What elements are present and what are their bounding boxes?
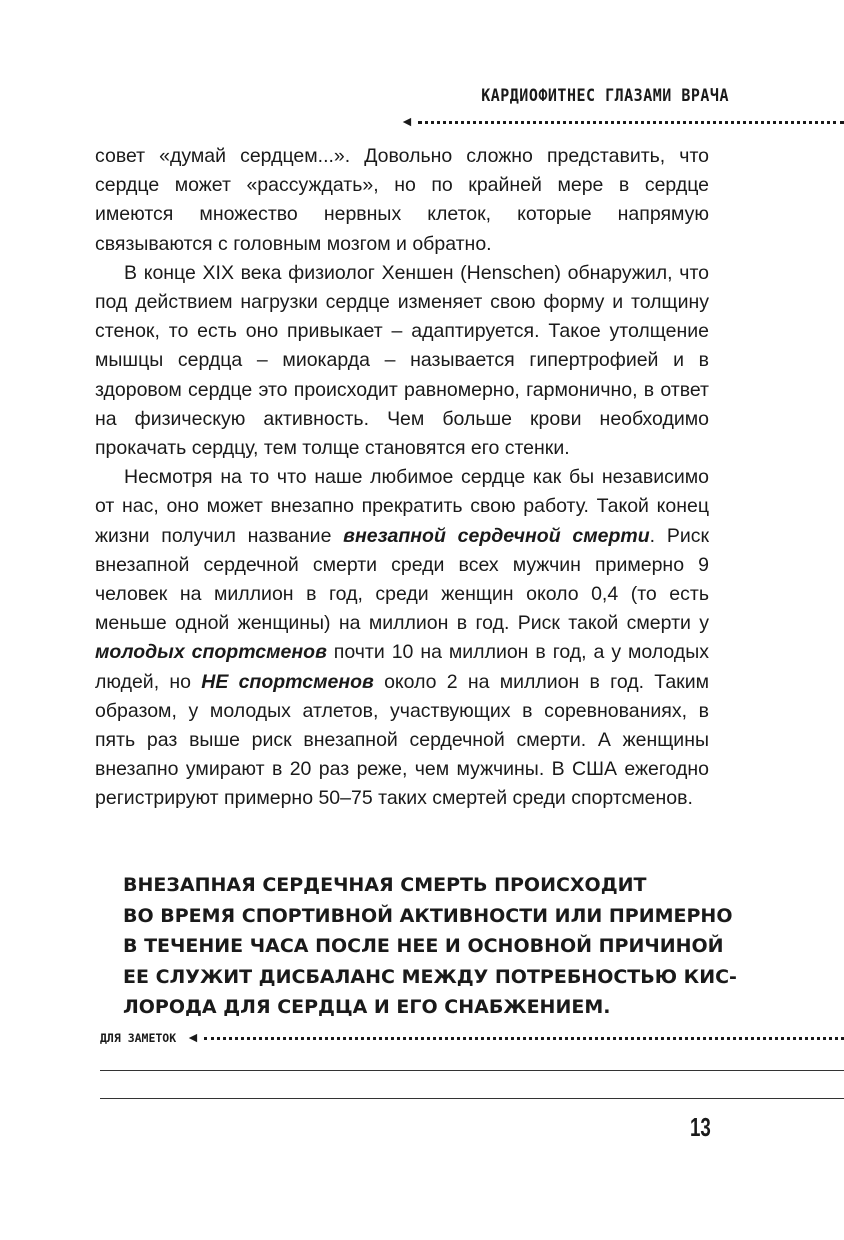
arrow-left-icon: ◄ (186, 1029, 200, 1045)
callout-line: ЛОРОДА ДЛЯ СЕРДЦА И ЕГО СНАБЖЕНИЕМ. (123, 996, 611, 1018)
dotted-line (204, 1037, 844, 1040)
term-sudden-cardiac-death: внезапной сердечной смерти (343, 524, 650, 547)
paragraph-text: . Риск внезапной сердечной смерти среди всех мужчин примерно 9 человек на миллион в год, среди женщин около 0,4 (то есть меньше одной женщины) на миллион в год. Риск такой смерти у (95, 524, 710, 635)
paragraph-sudden-death (95, 463, 709, 813)
callout-line: ВНЕЗАПНАЯ СЕРДЕЧНАЯ СМЕРТЬ ПРОИСХОДИТ (123, 874, 647, 896)
body-text (95, 142, 709, 814)
notes-dotted-rule (186, 1029, 844, 1046)
paragraph-henschen: В конце XIX века физиолог Хеншен (Henschen) обнаружил, что под действием нагрузки сердце изменяет свою форму и толщину стенок, то есть оно привыкает – адаптируется. Такое утолщение мышцы сердца – миокарда – называется гипертрофией и в здоровом сердце это происходит равномерно, гармонично, в ответ на физическую активность. Чем больше крови необходимо прокачать сердцу, тем толще становятся его стенки. (95, 261, 709, 460)
arrow-left-icon: ◄ (400, 113, 414, 129)
page-number: 13 (690, 1112, 711, 1142)
note-writing-line (100, 1098, 844, 1099)
term-young-athletes: молодых спортсменов (95, 641, 327, 664)
callout-line: ЕЕ СЛУЖИТ ДИСБАЛАНС МЕЖДУ ПОТРЕБНОСТЬЮ КИС- (123, 965, 737, 988)
note-writing-line (100, 1070, 844, 1071)
callout-line: В ТЕЧЕНИЕ ЧАСА ПОСЛЕ НЕЕ И ОСНОВНОЙ ПРИЧИНОЙ (123, 935, 724, 957)
notes-label: ДЛЯ ЗАМЕТОК (100, 1031, 177, 1045)
callout-box (123, 870, 737, 1023)
term-non-athletes: НЕ спортсменов (201, 670, 374, 693)
dotted-line (418, 121, 844, 124)
paragraph-text: около 2 на миллион в год. Таким образом, у молодых атлетов, участвующих в соревнованиях, в пять раз выше риск внезапной сердечной смерти. А женщины внезапно умирают в 20 раз реже, чем мужчины. В США ежегодно регистрируют примерно 50–75 таких смертей среди спортсменов. (95, 670, 710, 810)
paragraph-text: почти 10 на миллион в год, а у молодых людей, но (95, 641, 709, 693)
callout-line: ВО ВРЕМЯ СПОРТИВНОЙ АКТИВНОСТИ ИЛИ ПРИМЕРНО (123, 904, 733, 927)
running-head: КАРДИОФИТНЕС ГЛАЗАМИ ВРАЧА (481, 84, 729, 106)
header-dotted-rule (400, 113, 844, 130)
paragraph-text: Несмотря на то что наше любимое сердце как бы независимо от нас, оно может внезапно прекратить свою работу. Такой конец жизни получил название (95, 466, 709, 547)
paragraph-continued: совет «думай сердцем...». Довольно сложно представить, что сердце может «рассуждать», но по крайней мере в сердце имеются множество нервных клеток, которые напрямую связываются с головным мозгом и обратно. (95, 145, 709, 255)
